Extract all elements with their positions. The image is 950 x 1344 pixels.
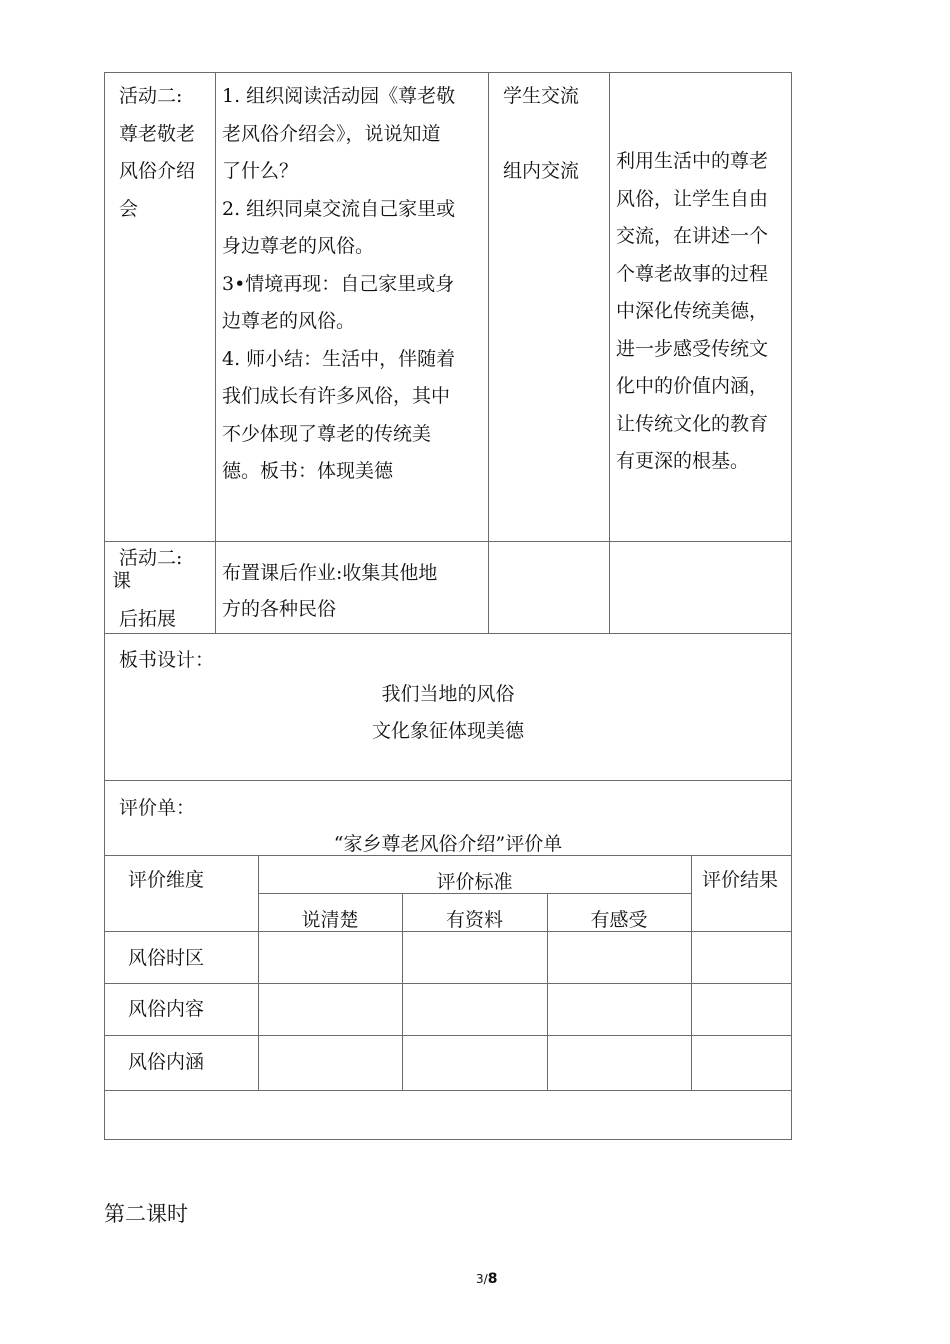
evaluation-row-label: 风俗时区 — [128, 947, 205, 969]
divider — [691, 855, 692, 1090]
content-line: 了什么？ — [222, 160, 299, 182]
design-intent-line: 风俗，让学生自由 — [616, 187, 769, 210]
divider — [104, 1035, 792, 1036]
activity-label-line: 课 — [112, 570, 132, 592]
section-heading: 第二课时 — [104, 1202, 188, 1226]
content-line: 方的各种民俗 — [222, 598, 337, 620]
content-line: 不少体现了尊老的传统美 — [222, 422, 432, 445]
evaluation-title: “家乡尊老风俗介绍”评价单 — [333, 833, 563, 855]
divider — [104, 541, 792, 542]
content-line: 2. 组织同桌交流自己家里或 — [222, 197, 456, 220]
activity-label-line: 活动二: — [119, 85, 183, 107]
content-line: 1. 组织阅读活动园《尊老敬 — [222, 85, 456, 107]
evaluation-row-label: 风俗内容 — [128, 998, 205, 1020]
design-intent-line: 有更深的根基。 — [616, 450, 750, 472]
activity-label-line: 会 — [119, 197, 139, 220]
board-design-line: 我们当地的风俗 — [381, 683, 515, 705]
criterion-header: 有资料 — [445, 909, 503, 931]
board-design-line: 文化象征体现美德 — [371, 720, 524, 742]
design-intent-line: 利用生活中的尊老 — [616, 150, 769, 172]
page-total: 8 — [487, 1271, 498, 1287]
design-intent-line: 化中的价值内涵， — [616, 375, 769, 397]
evaluation-label: 评价单： — [119, 797, 196, 819]
content-line: 边尊老的风俗。 — [222, 310, 356, 332]
divider — [488, 72, 489, 633]
content-line: 身边尊老的风俗。 — [222, 235, 375, 257]
evaluation-row-label: 风俗内涵 — [128, 1051, 205, 1073]
student-activity: 学生交流 — [503, 85, 580, 107]
criterion-header: 有感受 — [590, 909, 648, 931]
content-line: 布置课后作业:收集其他地 — [222, 562, 438, 584]
table-border-bottom — [104, 1139, 792, 1140]
activity-label-line: 风俗介绍 — [119, 160, 196, 182]
design-intent-line: 交流，在讲述一个 — [616, 225, 769, 247]
design-intent-line: 个尊老故事的过程 — [616, 262, 769, 285]
content-line: 3•情境再现：自己家里或身 — [222, 272, 455, 295]
page-number — [476, 1271, 497, 1287]
design-intent-line: 中深化传统美德， — [616, 300, 769, 322]
divider — [104, 1090, 792, 1091]
result-header: 评价结果 — [702, 869, 779, 891]
content-line: 4. 师小结：生活中，伴随着 — [222, 347, 456, 370]
table-border-right — [791, 72, 792, 1139]
student-activity: 组内交流 — [503, 160, 580, 182]
board-design-label: 板书设计： — [119, 649, 215, 671]
divider — [104, 780, 792, 781]
table-border-top — [104, 72, 792, 73]
content-line: 德。板书：体现美德 — [222, 460, 394, 482]
activity-label-line: 后拓展 — [119, 608, 177, 630]
divider — [104, 983, 792, 984]
divider — [215, 72, 216, 633]
design-intent-line: 进一步感受传统文 — [616, 337, 769, 360]
page-current: 3/ — [476, 1272, 488, 1286]
table-border-left — [104, 72, 105, 1139]
divider — [104, 633, 792, 634]
standard-header: 评价标准 — [436, 871, 513, 893]
divider — [609, 72, 610, 633]
design-intent-line: 让传统文化的教育 — [616, 412, 769, 435]
activity-label-line: 活动二: — [119, 547, 183, 569]
criterion-header: 说清楚 — [301, 909, 359, 931]
content-line: 我们成长有许多风俗，其中 — [222, 385, 451, 407]
dimension-header: 评价维度 — [128, 869, 205, 891]
content-line: 老风俗介绍会》，说说知道 — [222, 122, 441, 145]
activity-label-line: 尊老敬老 — [119, 122, 196, 145]
